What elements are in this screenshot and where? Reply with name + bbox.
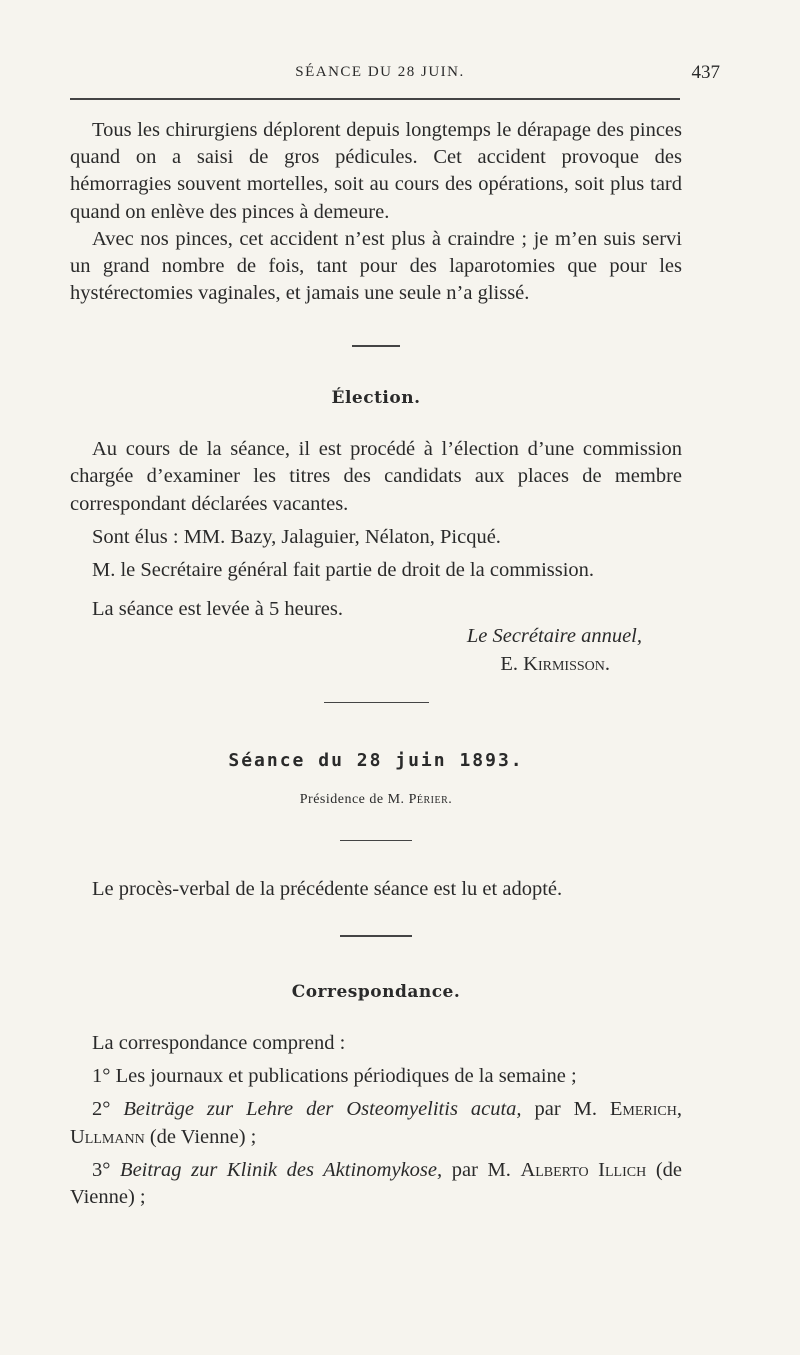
paragraph: Tous les chirurgiens déplorent depuis longtemps le dérapage des pinces quand on a saisi de gros pédicules. Cet accident provoque des hémorragies souvent mortelles, soit au cours des opérations, soit plus tard quand on enlève des pinces à demeure.	[70, 119, 682, 223]
page-body	[70, 117, 682, 1211]
presidence-line: Présidence de M. Périer.	[299, 792, 453, 808]
seance-title: Séance du 28 juin 1893.	[228, 750, 524, 772]
section-title-election: Élection.	[331, 387, 421, 408]
list-item: 3° Beitrag zur Klinik des Aktinomykose, par M. Alberto Illich (de Vienne) ;	[70, 1158, 682, 1209]
running-head	[70, 62, 720, 90]
section-separator	[352, 345, 400, 347]
paragraph: M. le Secrétaire général fait partie de droit de la commission.	[92, 558, 595, 581]
section-title-correspondance: Correspondance.	[291, 981, 461, 1002]
paragraph: La correspondance comprend :	[92, 1032, 346, 1055]
paragraph: Le procès-verbal de la précédente séance est lu et adopté.	[92, 878, 563, 901]
section-separator	[340, 935, 412, 937]
paragraph: Sont élus : MM. Bazy, Jalaguier, Nélaton, Picqué.	[92, 525, 501, 548]
paragraph: Avec nos pinces, cet accident n’est plus à craindre ; je m’en suis servi un grand nombre de fois, tant pour des laparotomies que pour les hystérectomies vaginales, et jamais une seule n’a glissé.	[70, 227, 682, 305]
list-item: 2° Beiträge zur Lehre der Osteomyelitis acuta, par M. Emerich, Ullmann (de Vienne) ;	[70, 1098, 683, 1148]
header-rule	[70, 98, 680, 100]
paragraph: La séance est levée à 5 heures.	[92, 598, 343, 621]
signature-role: Le Secrétaire annuel,	[466, 625, 642, 648]
page-number: 437	[691, 62, 720, 83]
list-item: 1° Les journaux et publications périodiques de la semaine ;	[92, 1065, 577, 1088]
paragraph: Au cours de la séance, il est procédé à l’élection d’une commission chargée d’examiner les titres des candidats aux places de membre correspondant déclarées vacantes.	[70, 438, 682, 515]
signature-name: E. Kirmisson.	[500, 652, 610, 675]
section-separator	[324, 702, 429, 704]
section-separator	[340, 840, 412, 842]
running-title: SÉANCE DU 28 JUIN.	[295, 64, 465, 80]
